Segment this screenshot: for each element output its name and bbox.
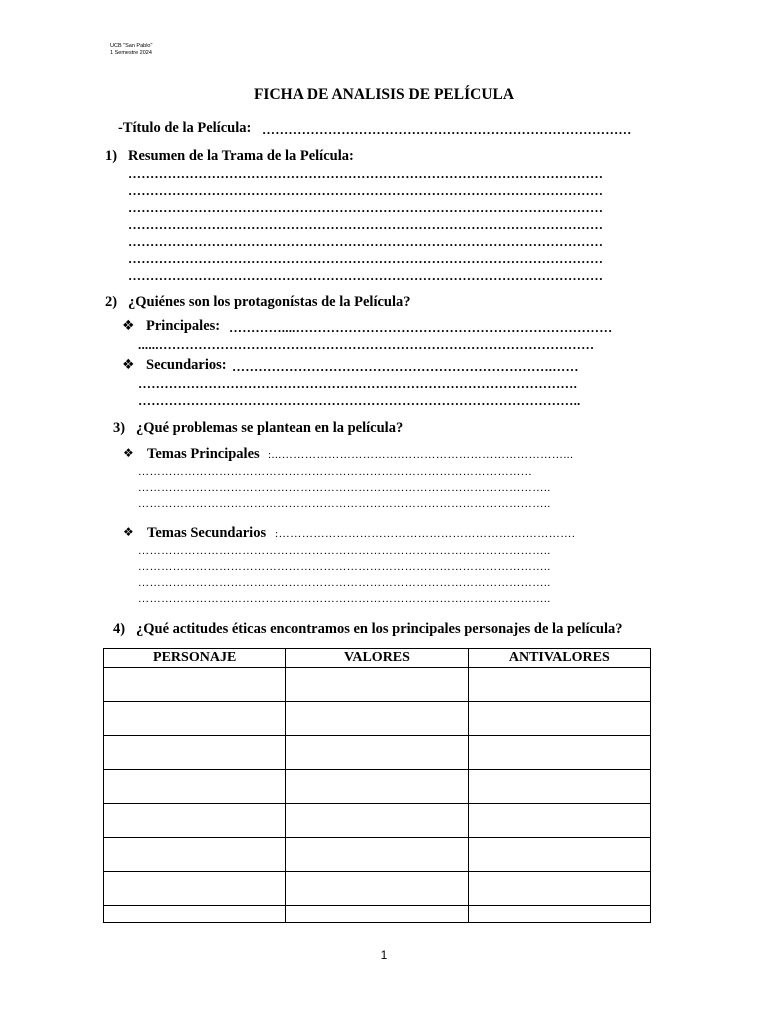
table-cell[interactable] [104, 770, 286, 804]
table-cell[interactable] [468, 702, 650, 736]
q3-question: ¿Qué problemas se plantean en la película? [136, 420, 404, 436]
table-cell[interactable] [468, 804, 650, 838]
diamond-bullet-icon: ❖ [122, 357, 135, 373]
table-row [104, 872, 651, 906]
table-cell[interactable] [468, 770, 650, 804]
table-cell[interactable] [286, 668, 468, 702]
page-title: FICHA DE ANALISIS DE PELÍCULA [253, 86, 515, 103]
table-row [104, 906, 651, 923]
diamond-outline-bullet-icon: ❖ [123, 446, 134, 460]
table-cell[interactable] [286, 906, 468, 923]
q1-number: 1) [105, 148, 118, 164]
table-cell[interactable] [104, 702, 286, 736]
q3-principales-line: ………………………………………………………………………………………… [138, 466, 533, 478]
header-institution: UCB "San Pablo" [110, 43, 153, 49]
q1-answer-line: ……………………………………………………………………………………………… [128, 217, 604, 232]
q2-secundarios-label: Secundarios: [146, 357, 227, 373]
q1-question: Resumen de la Trama de la Película: [128, 148, 354, 164]
q3-secundarios-line: …………………………………………………………………………………………….. [138, 545, 551, 557]
table-cell[interactable] [468, 668, 650, 702]
table-cell[interactable] [286, 872, 468, 906]
column-header-antivalores: ANTIVALORES [468, 649, 650, 668]
q1-answer-line: ……………………………………………………………………………………………… [128, 251, 604, 266]
table-row [104, 736, 651, 770]
table-row [104, 804, 651, 838]
table-cell[interactable] [104, 736, 286, 770]
q3-secundarios-label: Temas Secundarios [147, 525, 267, 541]
q3-principales-label: Temas Principales [147, 446, 260, 462]
table-cell[interactable] [286, 770, 468, 804]
ethics-table [103, 648, 651, 923]
q3-secundarios-line: …………………………………………………………………………………………….. [138, 577, 551, 589]
q3-secundarios-line: …………………………………………………………………………………………….. [138, 561, 551, 573]
movie-title-label: -Título de la Película: [118, 120, 252, 136]
q3-principales-line: …………………………………………………………………………………………….. [138, 482, 551, 494]
q3-secundarios-line: …………………………………………………………………………………………….. [138, 593, 551, 605]
q3-secundarios-dots: :……………………………………………………….…………. [275, 528, 576, 540]
q1-answer-line: ……………………………………………………………………………………………… [128, 166, 604, 181]
column-header-valores: VALORES [286, 649, 468, 668]
q2-secundarios-dots: ……………………………………………………………….…… [232, 359, 579, 374]
q4-question: ¿Qué actitudes éticas encontramos en los principales personajes de la película? [136, 621, 623, 637]
q3-principales-dots: :...………………………….……………………………………... [268, 449, 574, 461]
page-number: 1 [380, 948, 388, 962]
table-row [104, 702, 651, 736]
table-cell[interactable] [468, 736, 650, 770]
q2-secundarios-line: ……………………………………………………………………………………….. [138, 393, 581, 408]
q4-number: 4) [113, 621, 126, 637]
table-cell[interactable] [104, 906, 286, 923]
q2-number: 2) [105, 294, 118, 310]
table-cell[interactable] [286, 736, 468, 770]
q2-principales-dots: …………....……………………………………………………………… [229, 320, 613, 335]
table-cell[interactable] [468, 838, 650, 872]
table-row [104, 668, 651, 702]
movie-title-dots: ………………………………………………………………………… [262, 122, 632, 137]
table-cell[interactable] [104, 804, 286, 838]
diamond-bullet-icon: ❖ [122, 318, 135, 334]
table-header-row [104, 649, 651, 668]
q1-answer-line: ……………………………………………………………………………………………… [128, 234, 604, 249]
table-cell[interactable] [286, 804, 468, 838]
q2-principales-line: ......……………………………………………………………………………………… [138, 337, 595, 352]
q3-principales-line: …………………………………………………………………………………………….. [138, 498, 551, 510]
q1-answer-line: ……………………………………………………………………………………………… [128, 268, 604, 283]
table-cell[interactable] [468, 872, 650, 906]
table-cell[interactable] [104, 838, 286, 872]
table-cell[interactable] [468, 906, 650, 923]
table-cell[interactable] [286, 838, 468, 872]
table-cell[interactable] [286, 702, 468, 736]
q2-question: ¿Quiénes son los protagonístas de la Película? [128, 294, 411, 310]
column-header-personaje: PERSONAJE [104, 649, 286, 668]
q2-secundarios-line: ………………………………………………………………………………………. [138, 376, 578, 391]
table-cell[interactable] [104, 668, 286, 702]
q1-answer-line: ……………………………………………………………………………………………… [128, 183, 604, 198]
header-semester: 1 Semestre 2024 [110, 50, 152, 56]
table-row [104, 838, 651, 872]
q2-principales-label: Principales: [146, 318, 221, 334]
diamond-outline-bullet-icon: ❖ [123, 525, 134, 539]
table-row [104, 770, 651, 804]
q3-number: 3) [113, 420, 126, 436]
q1-answer-line: ……………………………………………………………………………………………… [128, 200, 604, 215]
table-cell[interactable] [104, 872, 286, 906]
